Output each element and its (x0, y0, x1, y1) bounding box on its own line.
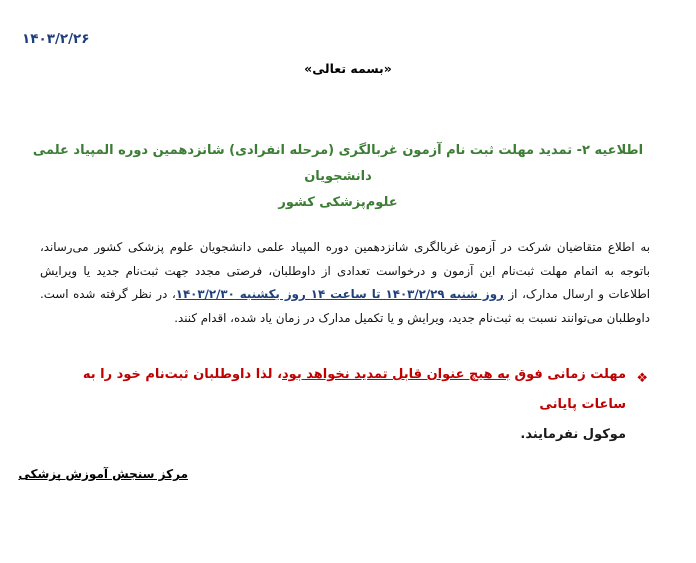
warning-text-part-3: موکول نفرمایند. (520, 427, 626, 442)
title-line-1: اطلاعیه ۲- تمدید مهلت ثبت نام آزمون غربالگری (مرحله انفرادی) شانزدهمین دوره المپیاد علمی دانشجویان (32, 143, 644, 184)
deadline-warning (40, 360, 648, 450)
basmala-heading: «بسمه تعالی» (304, 61, 392, 76)
warning-text-part-1: مهلت زمانی فوق (509, 367, 626, 382)
body-text-part-1: به اطلاع متقاضیان شرکت در آزمون غربالگری شانزدهمین دوره المپیاد علمی دانشجویان علوم پزشکی کشور می‌رساند، باتوجه به اتمام مهلت ثبت‌نام این آزمون و درخواست تعدادی از داوطلبان، فرصتی مجدد جهت ثبت‌نام جدید یا ویرایش اطلاعات و ارسال مدارک، از (40, 240, 650, 301)
document-date: ۱۴۰۳/۲/۲۶ (22, 31, 90, 47)
issuer-signature: مرکز سنجش آموزش پزشکی (18, 467, 188, 481)
warning-text-part-2: ، لذا داوطلبان ثبت‌نام خود را به ساعات پایانی (82, 367, 626, 412)
body-text-part-2: ، در نظر گرفته شده است. داوطلبان می‌توانند نسبت به ثبت‌نام جدید، ویرایش و یا تکمیل مدارک در زمان یاد شده، اقدام کنند. (40, 287, 650, 325)
announcement-body (40, 236, 650, 330)
registration-period-highlight: روز شنبه ۱۴۰۳/۲/۲۹ تا ساعت ۱۴ روز یکشنبه ۱۴۰۳/۲/۳۰ (175, 287, 504, 301)
title-line-2: علوم‌پزشکی کشور (278, 195, 398, 210)
warning-no-extension: به هیچ عنوان قابل تمدید نخواهد بود (282, 367, 510, 382)
announcement-title (30, 138, 646, 216)
diamond-bullet-icon: ❖ (636, 371, 648, 386)
